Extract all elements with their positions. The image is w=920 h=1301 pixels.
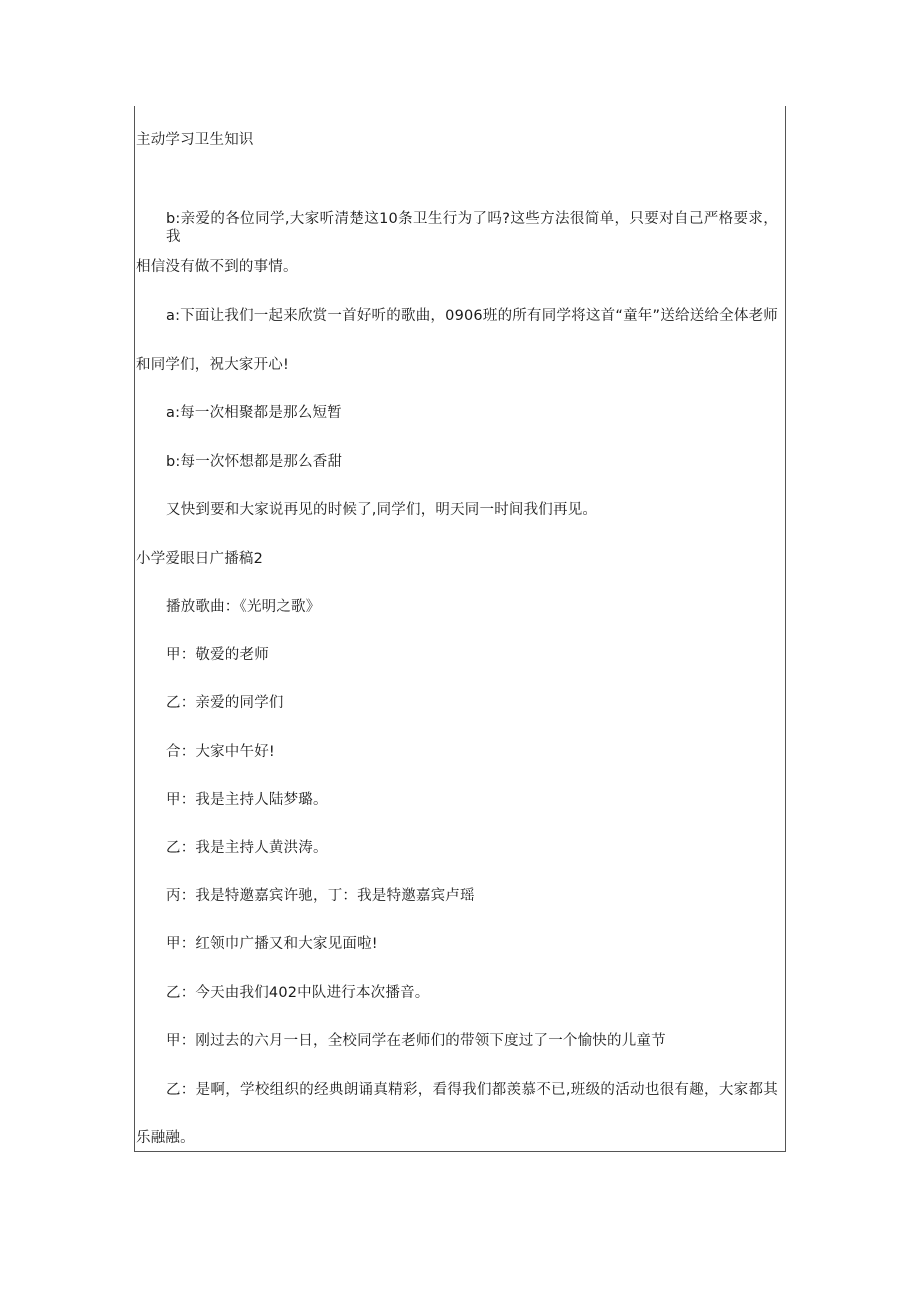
- text-line: 乙：今天由我们402中队进行本次播音。: [166, 985, 430, 1001]
- text-line: 甲：敬爱的老师: [166, 647, 269, 663]
- text-line: a:每一次相聚都是那么短暂: [166, 405, 342, 421]
- text-line: b:每一次怀想都是那么香甜: [166, 454, 343, 470]
- text-line: 相信没有做不到的事情。: [136, 259, 298, 275]
- text-line: 乐融融。: [136, 1130, 195, 1146]
- text-line: 丙：我是特邀嘉宾许驰，丁：我是特邀嘉宾卢瑶: [166, 888, 475, 904]
- text-line: 合：大家中午好!: [166, 744, 275, 760]
- text-line: 又快到要和大家说再见的时候了,同学们，明天同一时间我们再见。: [166, 502, 598, 518]
- text-line: 播放歌曲：《光明之歌》: [166, 599, 321, 615]
- text-line: b:亲爱的各位同学,大家听清楚这10条卫生行为了吗?这些方法很简单，只要对自己严格要求，我: [166, 211, 778, 245]
- text-line: a:下面让我们一起来欣赏一首好听的歌曲，0906班的所有同学将这首“童年”送给送给全体老师: [166, 308, 778, 324]
- text-line: 和同学们，祝大家开心!: [136, 357, 290, 373]
- text-line: 乙：亲爱的同学们: [166, 695, 284, 711]
- text-line: 乙：是啊，学校组织的经典朗诵真精彩，看得我们都羡慕不已,班级的活动也很有趣，大家都其: [166, 1082, 778, 1098]
- text-line: 甲：我是主持人陆梦璐。: [166, 792, 328, 808]
- text-line: 乙：我是主持人黄洪涛。: [166, 840, 328, 856]
- text-line: 甲：刚过去的六月一日，全校同学在老师们的带领下度过了一个愉快的儿童节: [166, 1033, 666, 1049]
- text-line: 主动学习卫生知识: [136, 132, 254, 148]
- text-line: 甲：红领巾广播又和大家见面啦!: [166, 936, 378, 952]
- section-heading: 小学爱眼日广播稿2: [136, 551, 264, 567]
